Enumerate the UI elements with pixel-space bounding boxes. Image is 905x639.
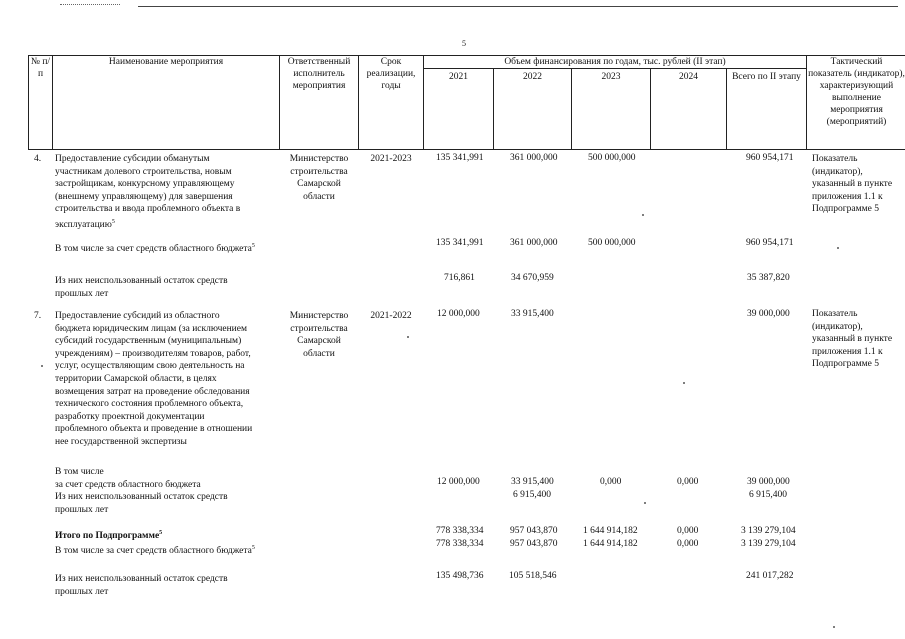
row7-sub-2023: 0,000 [600, 477, 622, 487]
row4-regional-label: В том числе за счет средств областного бюджета$^5$ [55, 243, 255, 255]
total-unused-2021: 135 498,736 [436, 571, 484, 581]
header-2024: 2024 [679, 72, 698, 82]
row4-unused-2022: 34 670,959 [511, 273, 554, 283]
row7-sub-2022-unused: 6 915,400 [513, 490, 551, 500]
header-2023: 2023 [601, 72, 621, 82]
row4-total: 960 954,171 [746, 153, 794, 163]
row4-period: 2021-2023 [370, 154, 412, 164]
header-indicator: Тактический показатель (индикатор), характеризующий выполнение мероприятия (мероприятий) [808, 57, 905, 127]
row7-sub-label-incl: В том числе [55, 467, 104, 477]
header-period: Срок реализации, годы [366, 57, 416, 91]
total-total: 3 139 279,104 [741, 526, 796, 536]
row7-sub-2022: 33 915,400 [511, 477, 554, 487]
total-unused-2022: 105 518,546 [509, 571, 557, 581]
row4-unused-total: 35 387,820 [747, 273, 790, 283]
row7-total: 39 000,000 [747, 309, 790, 319]
total-regional-2021: 778 338,334 [436, 539, 484, 549]
row7-period: 2021-2022 [370, 311, 412, 321]
row4-2023: 500 000,000 [588, 153, 636, 163]
row4-regional-2021: 135 341,991 [436, 238, 484, 248]
total-regional-total: 3 139 279,104 [741, 539, 796, 549]
header-2022: 2022 [523, 72, 542, 82]
row4-regional-2022: 361 000,000 [510, 238, 558, 248]
total-2023: 1 644 914,182 [583, 526, 638, 536]
header-no: № п/п [30, 57, 51, 79]
total-2021: 778 338,334 [436, 526, 484, 536]
row4-regional-total: 960 954,171 [746, 238, 794, 248]
row7-2022: 33 915,400 [511, 309, 554, 319]
total-label: Итого по Подпрограмме$^5$ [55, 530, 163, 542]
total-2024: 0,000 [677, 526, 699, 536]
row4-regional-2023: 500 000,000 [588, 238, 636, 248]
row4-number: 4. [34, 154, 42, 164]
header-2021: 2021 [449, 72, 468, 82]
row7-sub-label-regional: за счет средств областного бюджета [55, 479, 201, 490]
total-2022: 957 043,870 [510, 526, 558, 536]
total-regional-2022: 957 043,870 [510, 539, 558, 549]
scan-edge-line [138, 6, 898, 7]
row7-2021: 12 000,000 [437, 309, 480, 319]
total-regional-2023: 1 644 914,182 [583, 539, 638, 549]
header-name: Наименование мероприятия [108, 57, 224, 67]
row7-sub-2021: 12 000,000 [437, 477, 480, 487]
row7-number: 7. [34, 311, 42, 321]
header-total: Всего по II этапу [732, 72, 801, 82]
total-unused-total: 241 017,282 [746, 571, 794, 581]
total-regional-2024: 0,000 [677, 539, 699, 549]
scan-edge-mark [60, 4, 120, 5]
row4-2021: 135 341,991 [436, 153, 484, 163]
header-funding: Объем финансирования по годам, тыс. рублей (II этап) [504, 57, 726, 67]
row7-sub-total-unused: 6 915,400 [749, 490, 787, 500]
row7-sub-2024: 0,000 [677, 477, 699, 487]
row7-sub-total: 39 000,000 [747, 477, 790, 487]
row4-unused-2021: 716,861 [444, 273, 475, 283]
page-number: 5 [462, 39, 466, 48]
row4-2022: 361 000,000 [510, 153, 558, 163]
total-regional-label: В том числе за счет средств областного бюджета$^5$ [55, 545, 255, 557]
header-responsible: Ответственный исполнитель мероприятия [287, 57, 351, 91]
